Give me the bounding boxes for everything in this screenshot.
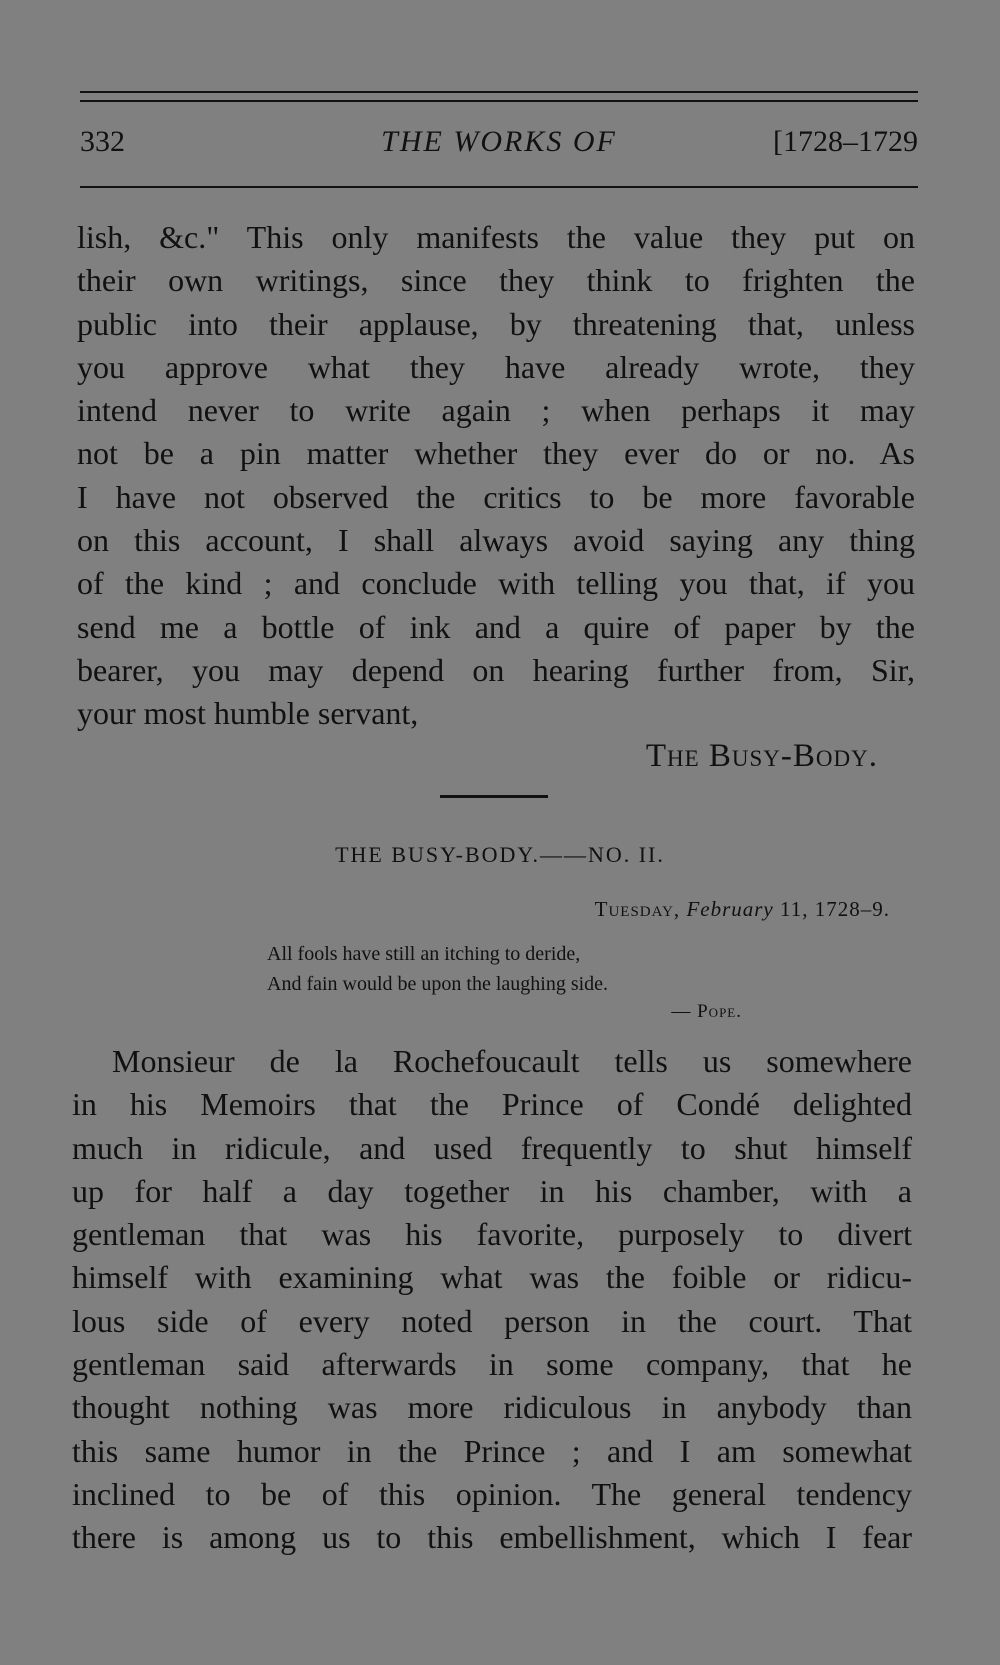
- text-line: lish, &c." This only manifests the value they put on: [77, 219, 915, 255]
- text-line: gentleman said afterwards in some company, that he: [72, 1346, 912, 1383]
- text-line: much in ridicule, and used frequently to shut himself: [72, 1129, 912, 1166]
- top-rule-upper: [80, 91, 918, 93]
- text-line: intend never to write again ; when perhaps it may: [77, 392, 915, 429]
- text-line: their own writings, since they think to frighten the: [77, 262, 915, 299]
- text-line: on this account, I shall always avoid saying any thing: [77, 522, 915, 559]
- letter-signature: The Busy-Body.: [645, 738, 878, 774]
- epigraph-line: And fain would be upon the laughing side.: [267, 973, 609, 995]
- text-line: of the kind ; and conclude with telling you that, if you: [77, 565, 915, 602]
- text-line: up for half a day together in his chamber, with a: [72, 1172, 912, 1209]
- epigraph: [267, 939, 608, 999]
- epigraph-line: All fools have still an itching to deride,: [267, 943, 581, 965]
- epigraph-attribution: — Pope.: [671, 1001, 742, 1022]
- text-line: gentleman that was his favorite, purposely to divert: [72, 1216, 912, 1253]
- header-years: [1728–1729: [773, 125, 918, 158]
- text-line: Monsieur de la Rochefoucault tells us somewhere: [112, 1043, 912, 1079]
- dateline-month: February: [686, 897, 774, 921]
- text-line: not be a pin matter whether they ever do or no. As: [77, 435, 915, 472]
- continued-letter-text: [77, 216, 915, 736]
- text-line: bearer, you may depend on hearing further from, Sir,: [77, 651, 915, 688]
- page-number: 332: [80, 125, 125, 158]
- text-line: public into their applause, by threatening that, unless: [77, 305, 915, 342]
- text-line: send me a bottle of ink and a quire of paper by the: [77, 608, 915, 645]
- dateline: [595, 897, 890, 922]
- dateline-date: 11, 1728–9.: [780, 897, 890, 921]
- text-line: there is among us to this embellishment, which I fear: [72, 1519, 912, 1556]
- text-line: thought nothing was more ridiculous in anybody than: [72, 1389, 912, 1426]
- text-line: in his Memoirs that the Prince of Condé delighted: [72, 1086, 912, 1123]
- text-line: I have not observed the critics to be more favorable: [77, 478, 915, 515]
- section-title: THE BUSY-BODY.——NO. II.: [335, 842, 665, 867]
- text-line: your most humble servant,: [77, 695, 419, 732]
- text-line: himself with examining what was the foible or ridicu-: [72, 1259, 912, 1296]
- header-rule: [80, 186, 918, 188]
- text-line: you approve what they have already wrote, they: [77, 348, 915, 385]
- dateline-day: Tuesday,: [594, 897, 681, 921]
- essay-text: [72, 1040, 912, 1560]
- running-header: [80, 125, 918, 165]
- top-rule-lower: [80, 100, 918, 102]
- section-divider-rule: [440, 795, 548, 798]
- text-line: inclined to be of this opinion. The general tendency: [72, 1475, 912, 1512]
- running-title: THE WORKS OF: [381, 125, 617, 158]
- text-line: this same humor in the Prince ; and I am somewhat: [72, 1432, 912, 1469]
- text-line: lous side of every noted person in the court. That: [72, 1302, 912, 1339]
